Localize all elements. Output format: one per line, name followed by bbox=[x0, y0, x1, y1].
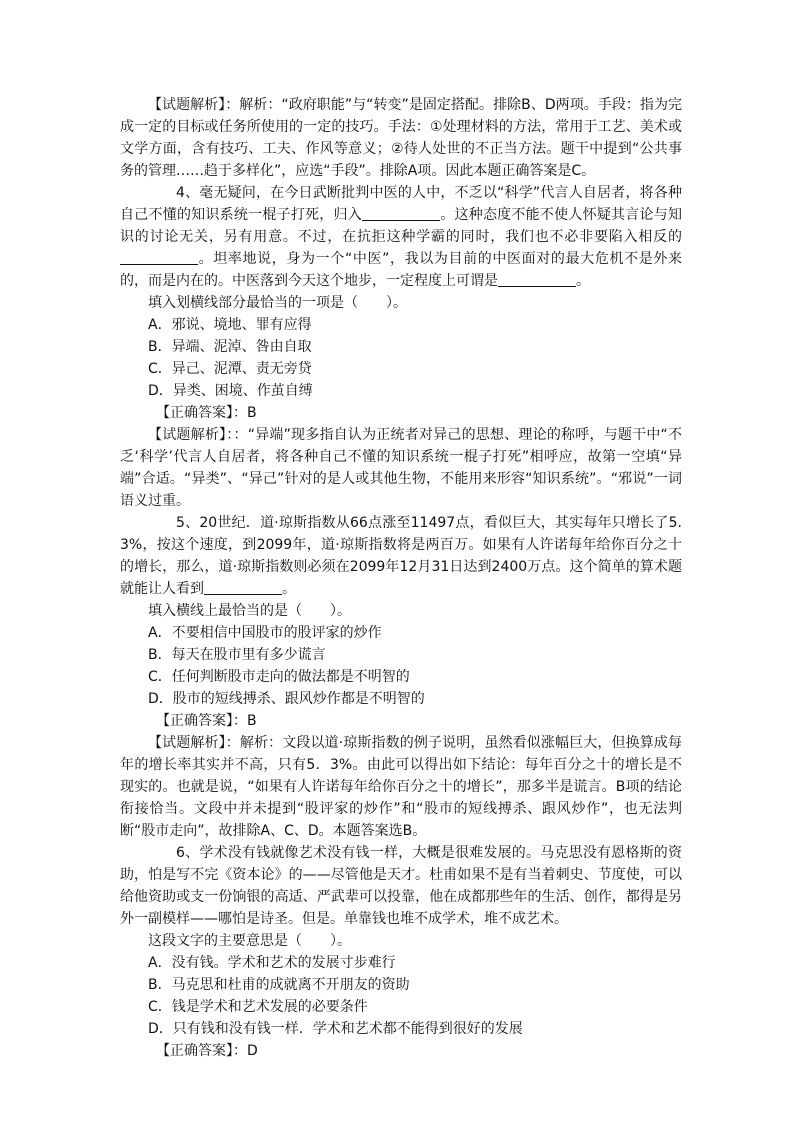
correct-answer bbox=[120, 1040, 682, 1062]
option-d: D．只有钱和没有钱一样．学术和艺术都不能得到很好的发展 bbox=[148, 1021, 523, 1037]
blank-line bbox=[362, 206, 440, 221]
analysis-text: ：“异端”现多指自认为正统者对异己的思想、理论的称呼，与题干中“不乏‘科学’代言人自居者，将各种自己不懂的知识系统一棍子打死”相呼应，故第一空填“异端”合适。“异类”、“异己”针对的是人或其他生物，不能用来形容“知识系统”。“邪说”一词语义过重。 bbox=[120, 427, 682, 509]
correct-answer bbox=[120, 402, 682, 424]
question-4-stem: 填入划横线部分最恰当的一项是（ ）。 bbox=[148, 295, 407, 311]
option-a: A．不要相信中国股市的股评家的炒作 bbox=[148, 625, 382, 641]
correct-answer bbox=[120, 710, 682, 732]
blank-line bbox=[498, 272, 576, 287]
analysis-tag: 【试题解析】： bbox=[148, 97, 240, 113]
option-c: C．异己、泥潭、责无旁贷 bbox=[148, 361, 312, 377]
answer-tag: 【正确答案】： bbox=[156, 1043, 247, 1059]
question-6-passage: 6、学术没有钱就像艺术没有钱一样，大概是很难发展的。马克思没有恩格斯的资助，怕是写不完《资本论》的——尽管他是天才。杜甫如果不是有当着刺史、节度使，可以给他资助或支一份饷银的高适、严武辈可以投靠，他在成都那些年的生活、创作，都得是另外一副模样——哪怕是诗圣。但是。单靠钱也堆不成学术，堆不成艺术。 bbox=[120, 845, 682, 927]
answer-value: D bbox=[247, 1043, 258, 1059]
option-c: C．钱是学术和艺术发展的必要条件 bbox=[148, 999, 368, 1015]
blank-line bbox=[204, 580, 282, 595]
analysis-text: 解析：“政府职能”与“转变”是固定搭配。排除B、D两项。手段：指为完成一定的目标或任务所使用的一定的技巧。手法：①处理材料的方法，常用于工艺、美术或文学方面，含有技巧、工夫、作风等意义；②待人处世的不正当方法。题干中提到“公共事务的管理……趋于多样化”，应选“手段”。排除A项。因此本题正确答案是C。 bbox=[120, 97, 682, 179]
option-b: B．马克思和杜甫的成就离不开朋友的资助 bbox=[148, 977, 410, 993]
blank-line bbox=[120, 250, 198, 265]
option-a: A．邪说、境地、罪有应得 bbox=[148, 317, 312, 333]
option-a: A．没有钱。学术和艺术的发展寸步难行 bbox=[148, 955, 396, 971]
answer-value: B bbox=[247, 713, 257, 729]
analysis-paragraph bbox=[120, 732, 682, 842]
question-6-stem: 这段文字的主要意思是（ ）。 bbox=[148, 933, 351, 949]
option-b: B．每天在股市里有多少谎言 bbox=[148, 647, 326, 663]
analysis-paragraph bbox=[120, 424, 682, 512]
option-d: D．股市的短线搏杀、跟风炒作都是不明智的 bbox=[148, 691, 425, 707]
analysis-text: 解析：文段以道·琼斯指数的例子说明，虽然看似涨幅巨大，但换算成每年的增长率其实并不高，只有5．3%。由此可以得出如下结论：每年百分之十的增长是不现实的。也就是说，“如果有人许诺每年给你百分之十的增长”，那多半是谎言。B项的结论衔接恰当。文段中并未提到“股评家的炒作”和“股市的短线搏杀、跟风炒作”，也无法判断“股市走向”，故排除A、C、D。本题答案选B。 bbox=[120, 735, 683, 839]
option-d: D．异类、困境、作茧自缚 bbox=[148, 383, 313, 399]
question-5-stem: 填入横线上最恰当的是（ ）。 bbox=[148, 603, 351, 619]
answer-value: B bbox=[247, 405, 257, 421]
answer-tag: 【正确答案】： bbox=[156, 713, 247, 729]
analysis-tag: 【试题解析】： bbox=[148, 427, 234, 443]
answer-tag: 【正确答案】： bbox=[156, 405, 247, 421]
question-5-passage: 5、20世纪．道·琼斯指数从66点涨至11497点，看似巨大，其实每年只增长了5.3%，按这个速度，到2099年，道·琼斯指数将是两百万。如果有人许诺每年给你百分之十的增长，那么，道·琼斯指数则必须在2099年12月31日达到2400万点。这个简单的算术题就能让人看到 。 bbox=[120, 515, 682, 597]
analysis-paragraph bbox=[120, 94, 682, 182]
document-page bbox=[120, 94, 682, 1062]
option-c: C．任何判断股市走向的做法都是不明智的 bbox=[148, 669, 410, 685]
option-b: B．异端、泥淖、咎由自取 bbox=[148, 339, 312, 355]
analysis-tag: 【试题解析】： bbox=[148, 735, 240, 751]
question-4-passage: 4、毫无疑问，在今日武断批判中医的人中，不乏以“科学”代言人自居者，将各种自己不懂的知识系统一棍子打死，归入 。这种态度不能不使人怀疑其言论与知识的讨论无关，另有用意。不过，在抗拒这种学霸的同时，我们也不必非要陷入相反的。坦率地说，身为一个“中医”，我以为目前的中医面对的最大危机不是外来的，而是内在的。中医落到今天这个地步，一定程度上可谓是 。 bbox=[120, 185, 682, 289]
